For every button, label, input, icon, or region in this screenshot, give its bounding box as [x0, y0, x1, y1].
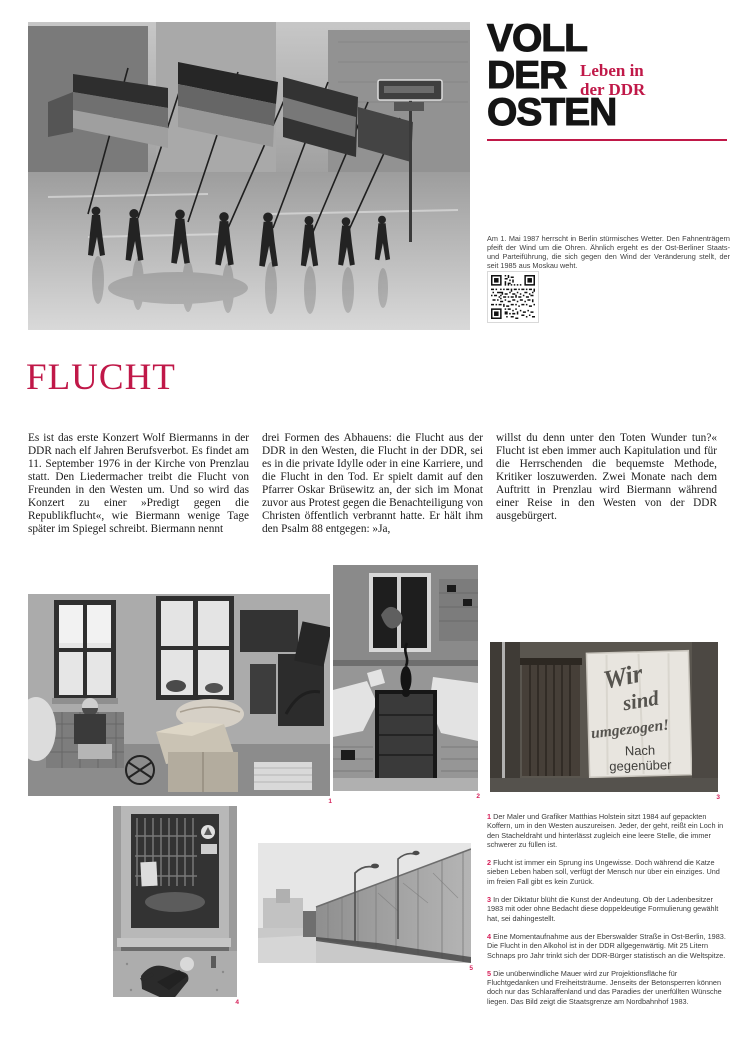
falling-cat-illustration: [333, 565, 478, 791]
masthead-subtitle: [580, 61, 645, 99]
banner-script-line1: Wir: [600, 658, 646, 695]
photo-marker-5: 5: [469, 964, 473, 972]
caption-text-2: Flucht ist immer ein Sprung ins Ungewisse. Doch während die Katze sieben Leben haben soll, verfügt der Mensch nur über ein einziges. Und im freien Fall gibt es kein Zurück.: [487, 858, 720, 886]
banner: [586, 651, 691, 778]
caption-item-2: [487, 858, 728, 886]
pavement: [490, 778, 718, 792]
caption-item-1: [487, 812, 728, 849]
masthead: [487, 17, 730, 134]
window-right: [156, 596, 234, 700]
article-column-3: willst du denn unter den Toten Wunder tun?« Flucht ist eben immer auch Kapitulation und für die Herrschenden die bequemste Methode, Kritiker loszuwerden. Zwei Monate nach dem Auftritt in Prenzlau wird Biermann während einer Reise in den Westen von der DDR ausgebürgert.: [496, 432, 717, 522]
caption-item-5: [487, 969, 728, 1006]
wall-hole: [341, 750, 355, 760]
caption-item-4: [487, 932, 728, 960]
masthead-subtitle-line2: der DDR: [580, 80, 646, 99]
article-column-2: drei Formen des Abhauens: die Flucht aus der DDR in den Westen, die Flucht in der DDR, sei es in die private Idylle oder in eine Karriere, und die Flucht in den Tod. Er spielt damit auf den Pfarrer Oskar Brüsewitz an, der sich im Monat zuvor aus Protest gegen die Benachteiligung von Christen öffentlich verbrannt hatte. Er hält ihm den Psalm 88 entgegen: »Ja,: [262, 432, 483, 535]
bottle: [211, 956, 216, 968]
banner-plain-line2: gegenüber: [609, 757, 672, 774]
ground-strip: [333, 778, 478, 791]
lead-caption: Am 1. Mai 1987 herrscht in Berlin stürmisches Wetter. Den Fahnenträgern pfeift der Wind um die Ohren. Ähnlich ergeht es der Ost-Berliner Staats- und Parteiführung, die sich gegen den Wind der Veränderung stellt, der seit 1985 aus Moskau weht.: [487, 234, 730, 271]
berlin-wall-illustration: [258, 843, 471, 963]
drainpipe: [502, 642, 505, 792]
masthead-title-line3: OSTEN: [487, 91, 617, 134]
photo-marker-1: 1: [328, 797, 332, 805]
caption-text-3: In der Diktatur blüht die Kunst der Andeutung. Ob der Ladenbesitzer 1983 mit oder ohne Bedacht diese doppeldeutige Formulierung gewählt hat, sei dahingestellt.: [487, 895, 719, 923]
caption-number-4: 4: [487, 931, 492, 941]
photo-flag-bearers: [28, 22, 470, 330]
qr-code-pattern: [491, 275, 535, 319]
article-body: [28, 421, 717, 547]
wall-right: [692, 642, 718, 792]
masthead-title-line1: VOLL: [487, 17, 587, 60]
windowsill: [117, 938, 231, 947]
stacked-furniture: [240, 610, 330, 726]
caption-number-3: 3: [487, 895, 492, 905]
banner-script-line3: umgezogen!: [590, 716, 670, 743]
masthead-title-line2: DER: [487, 54, 567, 97]
shop-window: [121, 806, 229, 938]
flag-bearers-illustration: [28, 22, 470, 330]
doorway: [375, 690, 437, 780]
caption-number-5: 5: [487, 968, 492, 978]
masthead-rule: [487, 139, 727, 141]
brick-patch-upper: [439, 579, 478, 641]
photo-berlin-wall: [258, 843, 473, 972]
caption-number-2: 2: [487, 858, 492, 868]
masthead-subtitle-line1: Leben in: [580, 61, 644, 80]
caption-text-1: Der Maler und Grafiker Matthias Holstein sitzt 1984 auf gepackten Koffern, um in den Westen auszureisen. Jeder, der geht, reißt ein Loch in den Stacheldraht und hinterlässt zugleich eine leere Stelle, die immer schwerer zu füllen ist.: [487, 812, 724, 849]
caption-number-1: 1: [487, 812, 492, 821]
banner-script-line2: sind: [620, 685, 661, 716]
far-wall: [303, 911, 316, 937]
caption-text-4: Eine Momentaufnahme aus der Eberswalder Straße in Ost-Berlin, 1983. Die Flucht in den Alkohol ist in der DDR allgegenwärtig. Mit 25 Litern Schnaps pro Jahr trinkt sich der DDR-Bürger statistisch an die Weltspitze.: [487, 931, 726, 960]
photo-man-on-sidewalk: [113, 806, 239, 1006]
upper-window: [369, 573, 431, 652]
photo-moving-room: [28, 594, 332, 805]
article-headline: FLUCHT: [26, 357, 176, 398]
photo-marker-4: 4: [235, 998, 239, 1006]
captions-list: [487, 812, 728, 1015]
photo-falling-cat: [333, 565, 480, 800]
moving-room-illustration: [28, 594, 330, 796]
photo-shop-banner: [490, 642, 720, 801]
caption-text-5: Die unüberwindliche Mauer wird zur Projektionsfläche für Fluchtgedanken und Freiheitsträume. Jenseits der Betonsperren können doch nur das Schlaraffenland und das Paradies der unerfüllten Wünsche liegen. Das Bild zeigt die Staatsgrenze am Nordbahnhof 1983.: [487, 968, 722, 1006]
caption-item-3: [487, 895, 728, 923]
photo-marker-3: 3: [716, 793, 720, 801]
patrol-path: [258, 935, 316, 963]
window-left: [52, 600, 118, 704]
paper-stack: [254, 762, 312, 790]
banner-plain-line1: Nach: [624, 742, 656, 759]
qr-code: [487, 271, 539, 323]
photo-marker-2: 2: [476, 792, 480, 800]
man-on-sidewalk-illustration: [113, 806, 237, 997]
article-column-1: Es ist das erste Konzert Wolf Biermanns in der DDR nach elf Jahren Berufsverbot. Es findet am 11. September 1976 in der Kirche von Prenzlau statt. Den Liedermacher treibt die Flucht von Freunden in den Westen um. Und so wird das Konzert zu einer »Predigt gegen die Republikflucht«, wie Biermann wenige Tage später im Spiegel schreibt. Biermann nennt: [28, 432, 249, 535]
shop-banner-illustration: [490, 642, 718, 792]
shop-door: [520, 658, 582, 776]
